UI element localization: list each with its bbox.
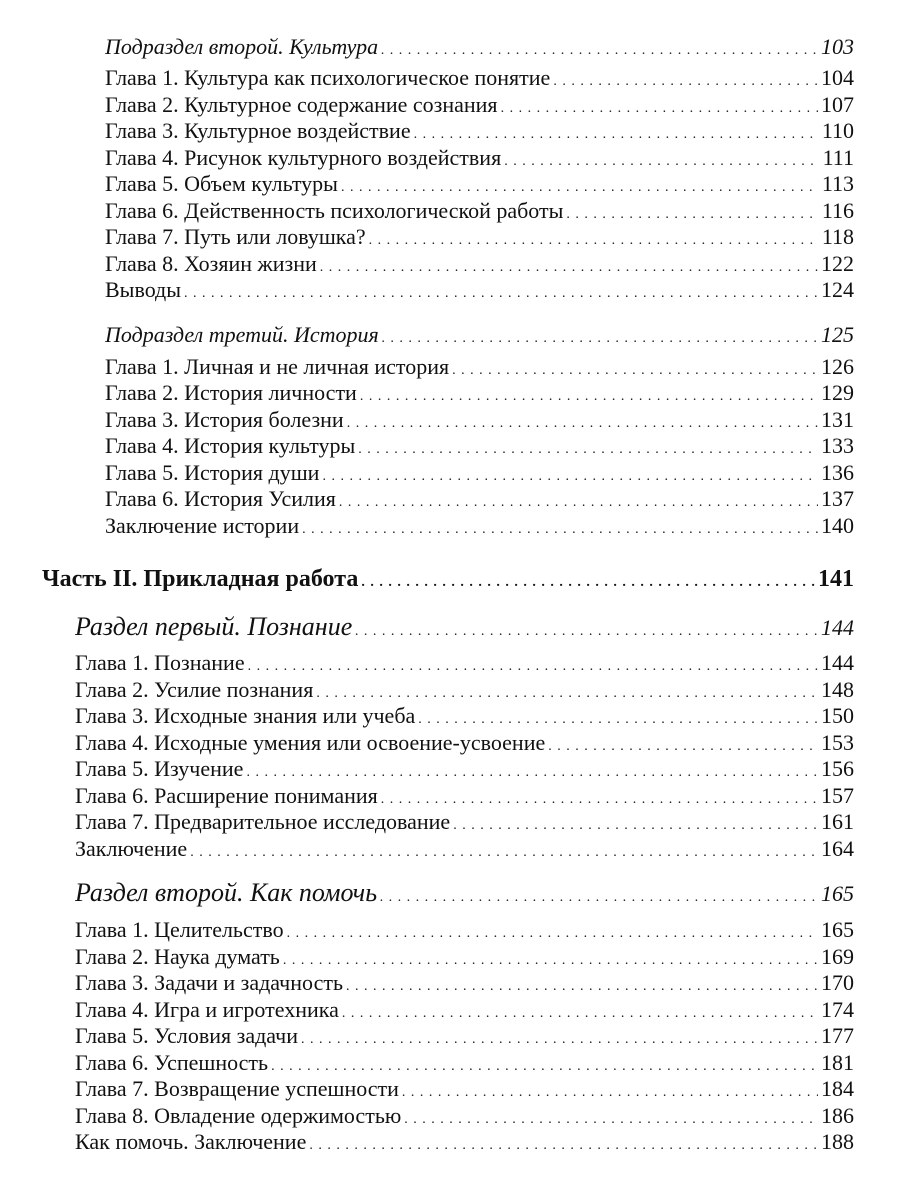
leader-dots bbox=[301, 1033, 818, 1047]
toc-label: Глава 4. Рисунок культурного воздействия bbox=[105, 145, 502, 170]
toc-page-number: 104 bbox=[821, 65, 854, 90]
toc-page-number: 177 bbox=[821, 1023, 854, 1048]
toc-page-number: 124 bbox=[821, 277, 854, 302]
toc-page-number: 144 bbox=[821, 650, 854, 675]
toc-entry bbox=[75, 1023, 854, 1049]
toc-page-number: 164 bbox=[821, 836, 854, 861]
toc-entry bbox=[105, 92, 854, 118]
toc-label: Глава 7. Предварительное исследование bbox=[75, 809, 451, 834]
toc-page-number: 113 bbox=[821, 171, 854, 196]
leader-dots bbox=[553, 75, 818, 89]
toc-label: Глава 3. Культурное воздействие bbox=[105, 118, 411, 143]
toc-page-number: 141 bbox=[818, 566, 854, 592]
toc-entry bbox=[75, 756, 854, 782]
toc-label: Глава 3. История болезни bbox=[105, 407, 344, 432]
toc-entry bbox=[75, 650, 854, 676]
leader-dots bbox=[360, 390, 818, 404]
leader-dots bbox=[341, 181, 819, 195]
toc-label: Глава 5. История души bbox=[105, 460, 320, 485]
toc-label: Глава 4. История культуры bbox=[105, 433, 356, 458]
toc-entry bbox=[105, 251, 854, 277]
toc-part-heading bbox=[42, 566, 854, 593]
toc-entry bbox=[105, 65, 854, 91]
toc-entry bbox=[75, 944, 854, 970]
toc-entry bbox=[75, 970, 854, 996]
leader-dots bbox=[320, 261, 818, 275]
toc-label: Глава 6. Расширение понимания bbox=[75, 783, 378, 808]
leader-dots bbox=[184, 287, 818, 301]
toc-label: Раздел второй. Как помочь bbox=[75, 878, 378, 907]
toc-page-number: 111 bbox=[822, 145, 854, 170]
toc-label: Глава 6. История Усилия bbox=[105, 486, 336, 511]
toc-entry bbox=[75, 809, 854, 835]
toc-entry bbox=[75, 1076, 854, 1102]
toc-page-number: 161 bbox=[821, 809, 854, 834]
toc-page-number: 103 bbox=[821, 34, 854, 59]
leader-dots bbox=[404, 1113, 818, 1127]
toc-label: Выводы bbox=[105, 277, 182, 302]
leader-dots bbox=[248, 660, 818, 674]
leader-dots bbox=[501, 102, 818, 116]
leader-dots bbox=[271, 1060, 818, 1074]
toc-label: Глава 6. Успешность bbox=[75, 1050, 269, 1075]
toc-entry bbox=[105, 118, 854, 144]
toc-entry bbox=[105, 433, 854, 459]
toc-page-number: 107 bbox=[821, 92, 854, 117]
toc-entry bbox=[105, 407, 854, 433]
toc-page-number: 153 bbox=[821, 730, 854, 755]
toc-entry bbox=[105, 277, 854, 303]
toc-entry bbox=[105, 513, 854, 539]
leader-dots bbox=[504, 155, 819, 169]
toc-page-number: 165 bbox=[821, 881, 854, 906]
leader-dots bbox=[322, 470, 818, 484]
toc-page-number: 136 bbox=[821, 460, 854, 485]
toc-label: Глава 1. Познание bbox=[75, 650, 245, 675]
toc-page-number: 137 bbox=[821, 486, 854, 511]
leader-dots bbox=[355, 625, 818, 639]
leader-dots bbox=[309, 1139, 818, 1153]
leader-dots bbox=[414, 128, 819, 142]
toc-label: Глава 2. Наука думать bbox=[75, 944, 280, 969]
toc-label: Глава 8. Овладение одержимостью bbox=[75, 1103, 402, 1128]
toc-page-number: 156 bbox=[821, 756, 854, 781]
toc-page-number: 110 bbox=[821, 118, 854, 143]
toc-label: Часть II. Прикладная работа bbox=[42, 566, 359, 592]
toc-label: Глава 2. История личности bbox=[105, 380, 357, 405]
toc-label: Раздел первый. Познание bbox=[75, 612, 353, 641]
toc-label: Глава 3. Задачи и задачность bbox=[75, 970, 343, 995]
leader-dots bbox=[283, 954, 818, 968]
toc-entry bbox=[105, 354, 854, 380]
leader-dots bbox=[347, 417, 818, 431]
leader-dots bbox=[381, 44, 818, 58]
toc-page-number: 184 bbox=[821, 1076, 854, 1101]
toc-label: Глава 8. Хозяин жизни bbox=[105, 251, 317, 276]
toc-label: Глава 2. Усилие познания bbox=[75, 677, 314, 702]
toc-entry bbox=[75, 1103, 854, 1129]
leader-dots bbox=[452, 364, 818, 378]
toc-label: Глава 4. Игра и игротехника bbox=[75, 997, 339, 1022]
toc-page-number: 150 bbox=[821, 703, 854, 728]
toc-page-number: 126 bbox=[821, 354, 854, 379]
leader-dots bbox=[316, 687, 818, 701]
toc-subsection-heading bbox=[105, 34, 854, 60]
toc-label: Глава 5. Изучение bbox=[75, 756, 244, 781]
leader-dots bbox=[402, 1086, 818, 1100]
toc-label: Глава 3. Исходные знания или учеба bbox=[75, 703, 416, 728]
toc-entry bbox=[105, 460, 854, 486]
toc-page-number: 169 bbox=[821, 944, 854, 969]
toc-label: Глава 4. Исходные умения или освоение-усвоение bbox=[75, 730, 546, 755]
toc-entry bbox=[75, 917, 854, 943]
toc-page-number: 133 bbox=[821, 433, 854, 458]
toc-page-number: 125 bbox=[821, 322, 854, 347]
leader-dots bbox=[358, 443, 818, 457]
toc-label: Глава 6. Действенность психологической работы bbox=[105, 198, 564, 223]
leader-dots bbox=[453, 819, 818, 833]
leader-dots bbox=[548, 740, 818, 754]
leader-dots bbox=[287, 927, 818, 941]
toc-page-number: 144 bbox=[821, 615, 854, 640]
toc-label: Глава 5. Условия задачи bbox=[75, 1023, 298, 1048]
toc-entry bbox=[105, 171, 854, 197]
toc-page-number: 174 bbox=[821, 997, 854, 1022]
leader-dots bbox=[246, 766, 818, 780]
leader-dots bbox=[190, 846, 818, 860]
toc-label: Глава 1. Личная и не личная история bbox=[105, 354, 450, 379]
toc-label: Подраздел второй. Культура bbox=[105, 34, 379, 59]
toc-entry bbox=[75, 1129, 854, 1155]
toc-entry bbox=[105, 145, 854, 171]
leader-dots bbox=[369, 234, 819, 248]
leader-dots bbox=[342, 1007, 818, 1021]
toc-label: Глава 1. Культура как психологическое понятие bbox=[105, 65, 551, 90]
leader-dots bbox=[302, 523, 818, 537]
toc-section-heading bbox=[75, 612, 854, 642]
toc-label: Глава 1. Целительство bbox=[75, 917, 284, 942]
leader-dots bbox=[382, 332, 818, 346]
leader-dots bbox=[381, 793, 818, 807]
toc-page-number: 116 bbox=[821, 198, 854, 223]
leader-dots bbox=[380, 891, 818, 905]
toc-page-number: 122 bbox=[821, 251, 854, 276]
toc-label: Заключение bbox=[75, 836, 188, 861]
toc-label: Глава 5. Объем культуры bbox=[105, 171, 338, 196]
toc-entry bbox=[75, 730, 854, 756]
toc-entry bbox=[105, 486, 854, 512]
toc-label: Заключение истории bbox=[105, 513, 300, 538]
toc-section-heading bbox=[75, 878, 854, 908]
toc-page-number: 165 bbox=[821, 917, 854, 942]
toc-page-number: 131 bbox=[821, 407, 854, 432]
toc-page-number: 170 bbox=[821, 970, 854, 995]
toc-entry bbox=[105, 224, 854, 250]
toc-page-number: 118 bbox=[821, 224, 854, 249]
toc-entry bbox=[75, 997, 854, 1023]
toc-subsection-heading bbox=[105, 322, 854, 348]
toc-entry bbox=[75, 703, 854, 729]
leader-dots bbox=[418, 713, 818, 727]
toc-entry bbox=[75, 836, 854, 862]
toc-page-number: 148 bbox=[821, 677, 854, 702]
toc-page-number: 186 bbox=[821, 1103, 854, 1128]
toc-entry bbox=[105, 198, 854, 224]
toc-page-number: 181 bbox=[821, 1050, 854, 1075]
toc-label: Подраздел третий. История bbox=[105, 322, 379, 347]
toc-page-number: 157 bbox=[821, 783, 854, 808]
toc-label: Глава 7. Путь или ловушка? bbox=[105, 224, 366, 249]
leader-dots bbox=[339, 496, 818, 510]
toc-page-number: 129 bbox=[821, 380, 854, 405]
toc-label: Глава 2. Культурное содержание сознания bbox=[105, 92, 498, 117]
toc-label: Глава 7. Возвращение успешности bbox=[75, 1076, 399, 1101]
toc-entry bbox=[75, 677, 854, 703]
toc-entry bbox=[75, 783, 854, 809]
leader-dots bbox=[566, 208, 818, 222]
toc-page-number: 140 bbox=[821, 513, 854, 538]
toc-entry bbox=[105, 380, 854, 406]
toc-page-number: 188 bbox=[821, 1129, 854, 1154]
toc-label: Как помочь. Заключение bbox=[75, 1129, 307, 1154]
leader-dots bbox=[346, 980, 818, 994]
toc-entry bbox=[75, 1050, 854, 1076]
leader-dots bbox=[361, 576, 815, 590]
